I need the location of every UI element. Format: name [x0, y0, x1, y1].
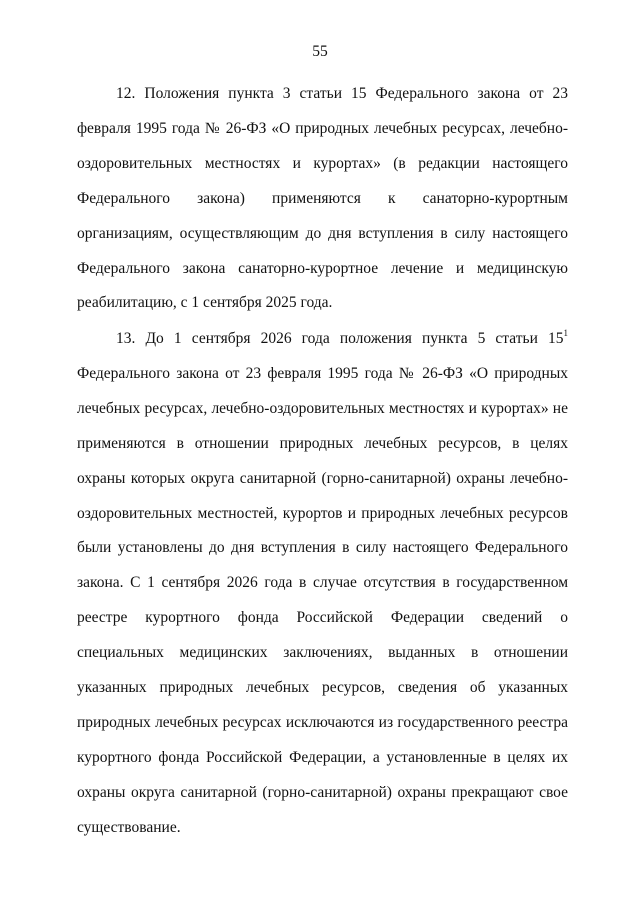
paragraph-13 [77, 322, 568, 846]
article-superscript: 1 [563, 327, 568, 338]
paragraph-12-block [77, 77, 568, 321]
paragraph-13-rest: Федерального закона от 23 февраля 1995 года № 26-ФЗ «О природных лечебных ресурсах, лечебно-оздоровительных местностях и курортах» не применяются в отношении природных лечебных ресурсов, в целях охраны которых округа санитарной (горно-санитарной) охраны лечебно-оздоровительных местностей, курортов и природных лечебных ресурсов были установлены до дня вступления в силу настоящего Федерального закона. С 1 сентября 2026 года в случае отсутствия в государственном реестре курортного фонда Российской Федерации сведений о специальных медицинских заключениях, выданных в отношении указанных природных лечебных ресурсов, сведения об указанных природных лечебных ресурсах исключаются из государственного реестра курортного фонда Российской Федерации, а установленные в целях их охраны округа санитарной (горно-санитарной) охраны прекращают свое существование. [77, 364, 568, 836]
paragraph-13-block [77, 322, 568, 846]
page-number: 55 [312, 43, 328, 60]
paragraph-12: 12. Положения пункта 3 статьи 15 Федерального закона от 23 февраля 1995 года № 26-ФЗ «О природных лечебных ресурсах, лечебно-оздоровительных местностях и курортах» (в редакции настоящего Федерального закона) применяются к санаторно-курортным организациям, осуществляющим до дня вступления в силу настоящего Федерального закона санаторно-курортное лечение и медицинскую реабилитацию, с 1 сентября 2025 года. [77, 85, 568, 312]
paragraph-13-lead: 13. До 1 сентября 2026 года положения пункта 5 статьи 15 [116, 330, 564, 347]
